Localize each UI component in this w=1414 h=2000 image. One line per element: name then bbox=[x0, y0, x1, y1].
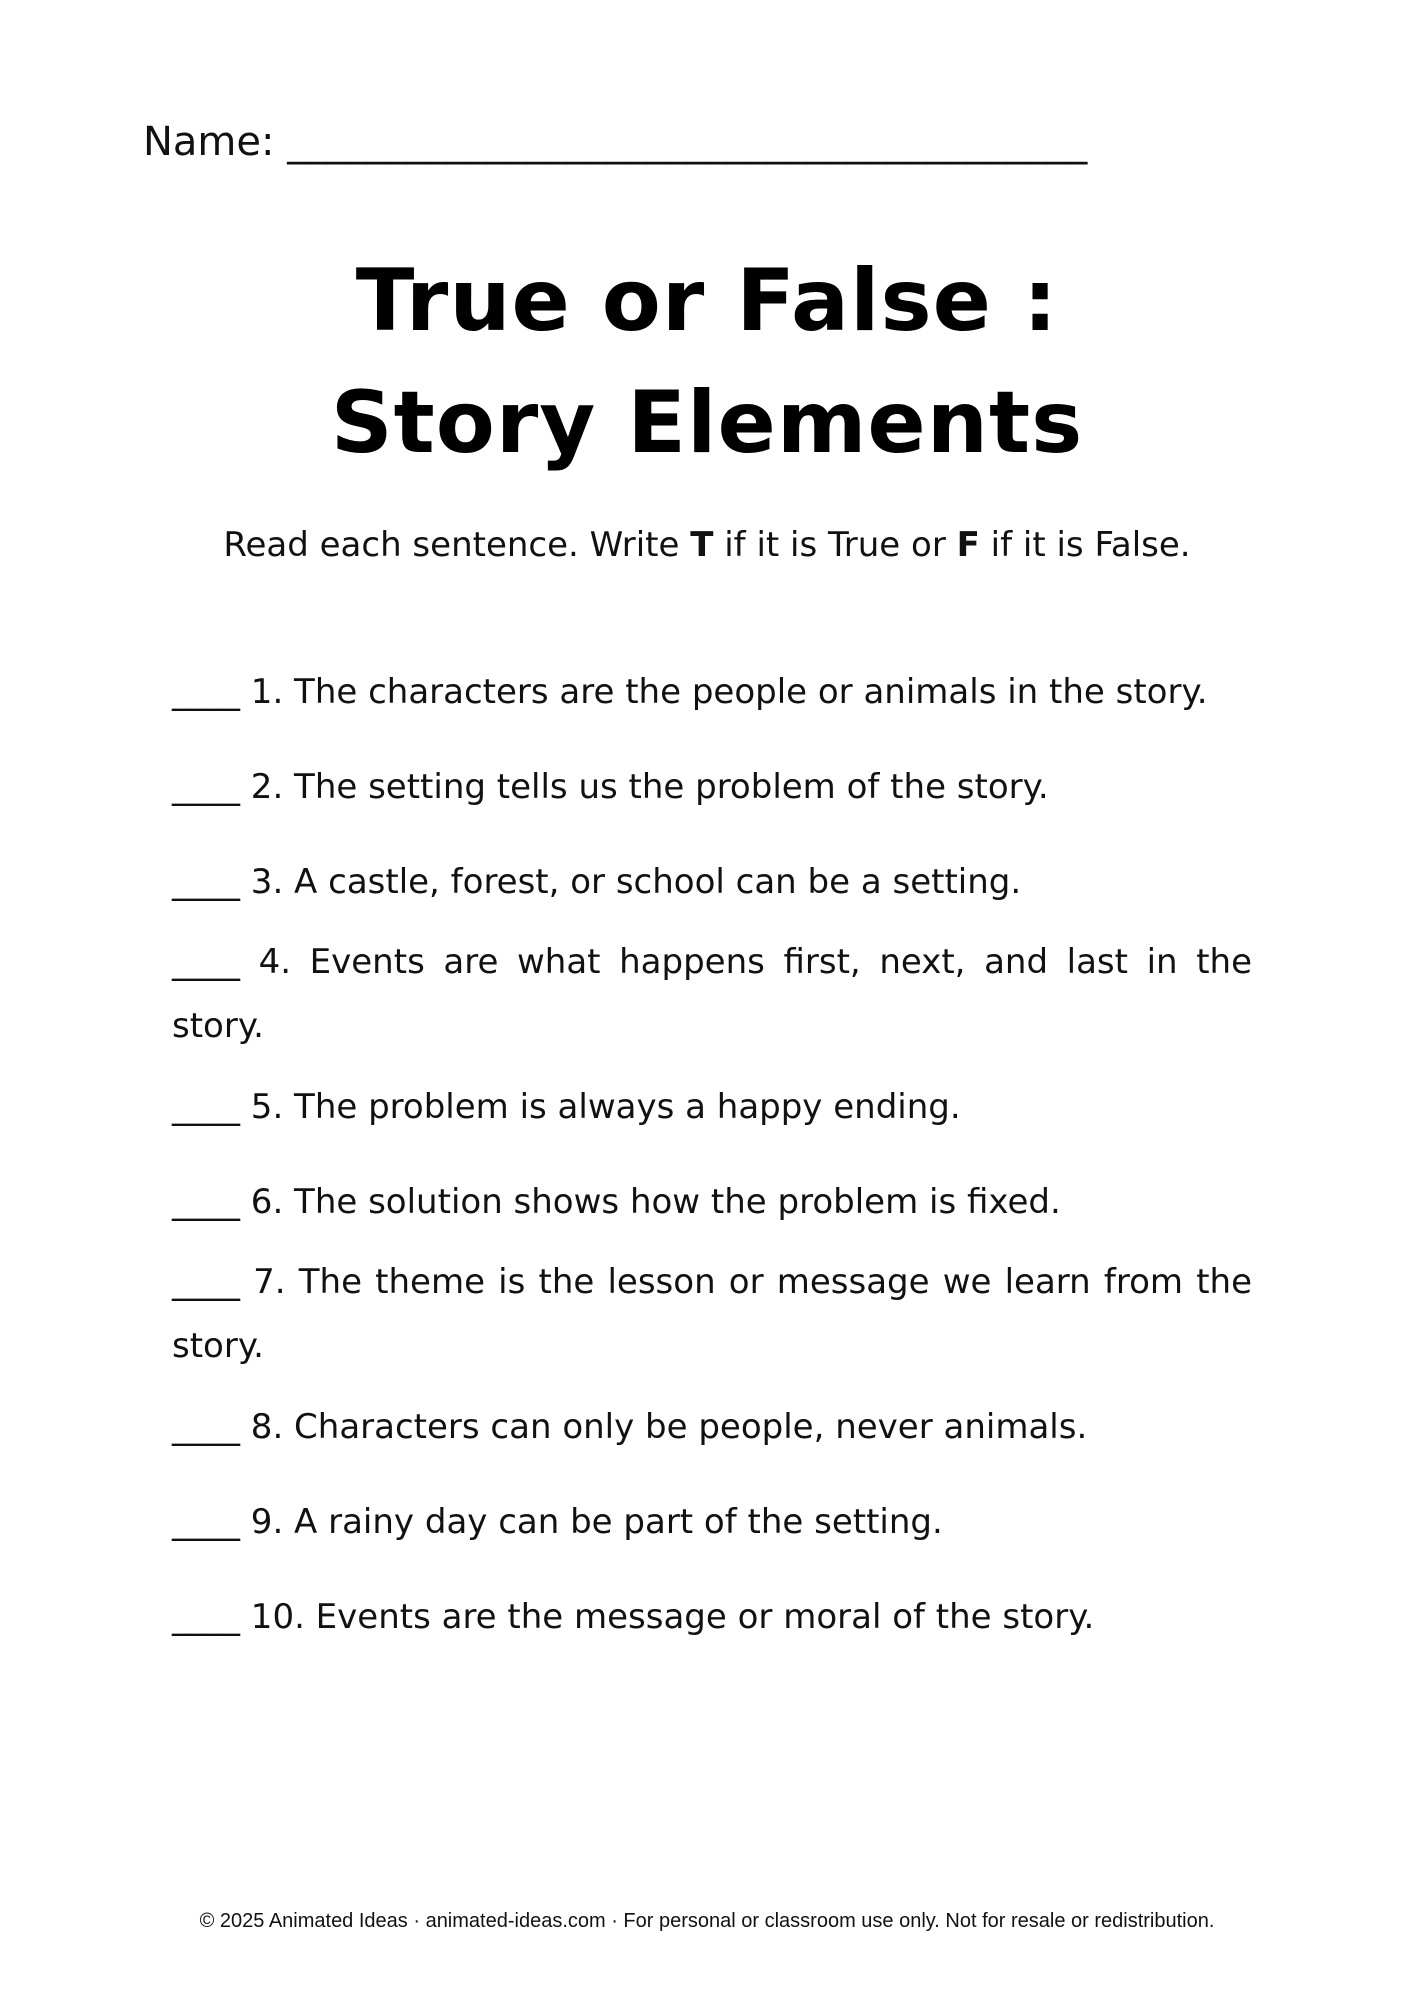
instructions-true-letter: T bbox=[690, 525, 714, 565]
instructions-prefix: Read each sentence. Write bbox=[223, 525, 691, 565]
worksheet-title bbox=[0, 240, 1414, 484]
question-9: ____ 9. A rainy day can be part of the setting. bbox=[172, 1502, 943, 1542]
title-line-1: True or False : bbox=[355, 251, 1059, 351]
question-7: ____ 7. The theme is the lesson or message we learn from the story. bbox=[172, 1262, 1252, 1366]
question-6: ____ 6. The solution shows how the problem is fixed. bbox=[172, 1182, 1061, 1222]
question-1: ____ 1. The characters are the people or animals in the story. bbox=[172, 672, 1208, 712]
instructions-middle: if it is True or bbox=[713, 525, 957, 565]
instructions bbox=[0, 520, 1414, 570]
title-line-2: Story Elements bbox=[330, 373, 1084, 473]
question-8: ____ 8. Characters can only be people, never animals. bbox=[172, 1407, 1088, 1447]
question-3: ____ 3. A castle, forest, or school can be a setting. bbox=[172, 862, 1022, 902]
instructions-suffix: if it is False. bbox=[979, 525, 1191, 565]
question-2: ____ 2. The setting tells us the problem of the story. bbox=[172, 767, 1049, 807]
instructions-false-letter: F bbox=[956, 525, 980, 565]
question-4: ____ 4. Events are what happens first, next, and last in the story. bbox=[172, 942, 1252, 1046]
copyright-footer: © 2025 Animated Ideas · animated-ideas.com · For personal or classroom use only. Not for resale or redistribution. bbox=[199, 1910, 1215, 1932]
question-10: ____ 10. Events are the message or moral of the story. bbox=[172, 1597, 1095, 1637]
question-5: ____ 5. The problem is always a happy ending. bbox=[172, 1087, 961, 1127]
name-field-label: Name: ________________________________________ bbox=[143, 119, 1088, 165]
